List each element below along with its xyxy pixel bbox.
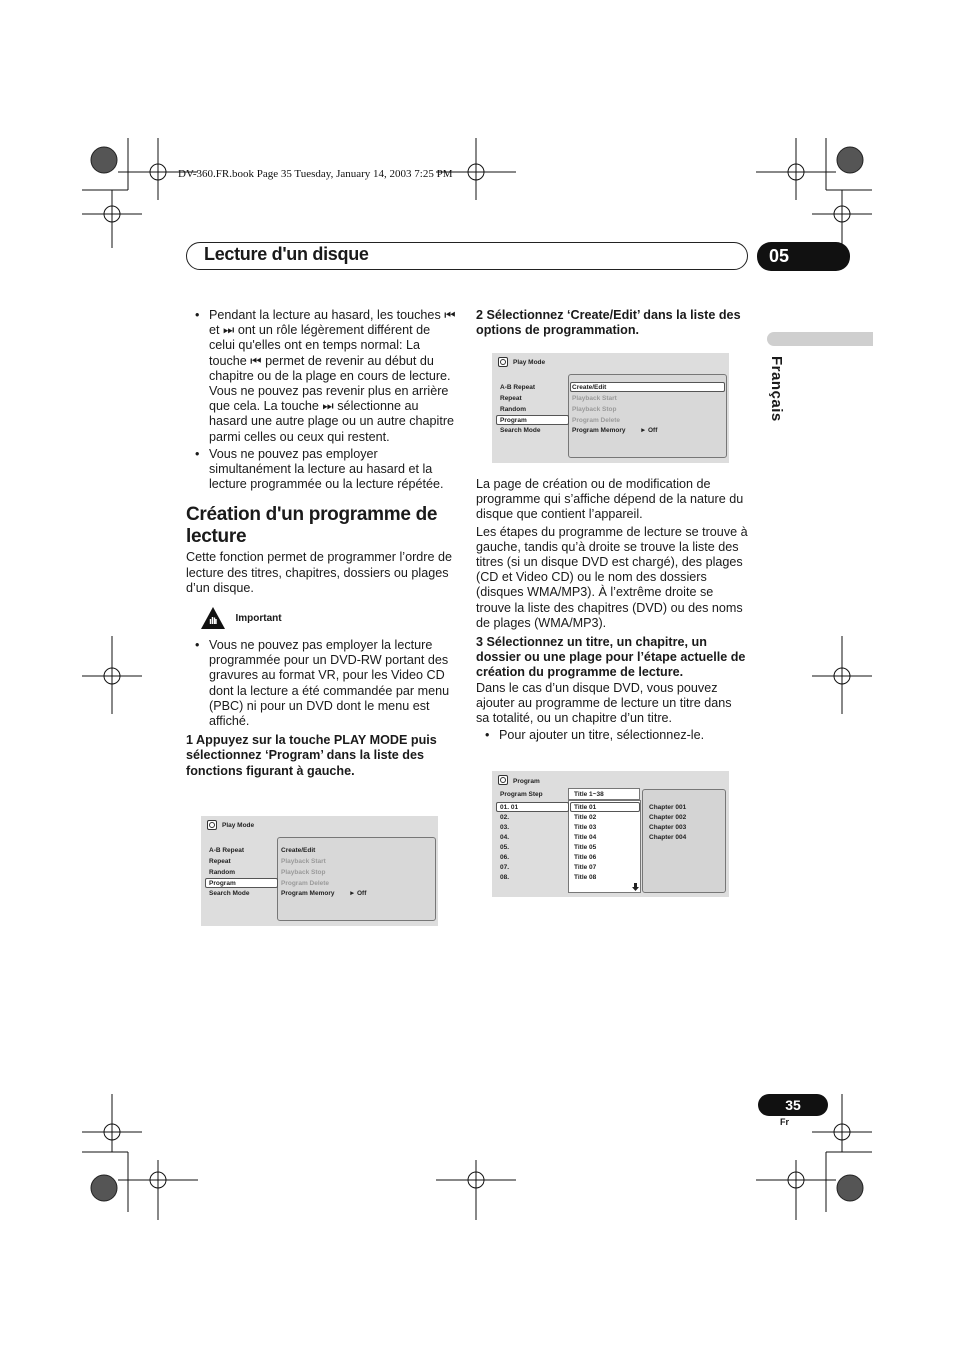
page-number: 35 xyxy=(758,1094,828,1116)
menu-item: Search Mode xyxy=(500,427,541,434)
option-item-selected: Create/Edit xyxy=(572,384,607,391)
play-arrow-icon: ► xyxy=(640,427,647,434)
title-item: Title 06 xyxy=(574,854,597,861)
menu-item: Search Mode xyxy=(209,890,250,897)
paragraph: Les étapes du programme de lecture se trouve à gauche, tandis qu’à droite se trouve la liste des titres (si un disque DVD est chargé), des plages (CD et Video CD) ou le nom des dossiers (disques WMA/MP3). À l’extrême droite se trouve la liste des chapitres (DVD) ou des noms de plages (WMA/MP3). xyxy=(476,524,748,630)
list-item: • Pendant la lecture au hasard, les touches ⏮ et ⏭ ont un rôle légèrement différent de celui qu'elles ont en temps normal: La touche ⏮ permet de revenir au début du chapitre ou de la plage en cours de lecture. Vous ne pouvez pas revenir plus en arrière que cela. La touche ⏭ sélectionne au hasard une autre plage ou un autre chapitre parmi celles ou ceux qui restent. xyxy=(186,308,456,445)
screen-title: Play Mode xyxy=(513,359,546,366)
program-step: 08. xyxy=(500,874,510,881)
chapter-item: Chapter 001 xyxy=(649,804,687,811)
bullet-list-important xyxy=(186,638,456,729)
intro-paragraph: Cette fonction permet de programmer l’ordre de lecture des titres, chapitres, dossiers ou plages d’un disque. xyxy=(186,550,452,595)
disc-icon xyxy=(498,357,508,367)
step-2: 2 Sélectionnez ‘Create/Edit’ dans la liste des options de programmation. xyxy=(476,308,741,338)
menu-item: A-B Repeat xyxy=(209,847,245,854)
option-item: Playback Start xyxy=(572,395,617,402)
column-header: Program Step xyxy=(500,791,543,798)
title-item: Title 05 xyxy=(574,844,597,851)
paragraph: La page de création ou de modification de programme qui s’affiche dépend de la nature du disque que contient l’appareil. xyxy=(476,477,744,522)
option-item: Create/Edit xyxy=(281,847,316,854)
important-label: Important xyxy=(235,613,282,625)
section-title: Création d'un programme de lecture xyxy=(186,504,438,548)
step-3: 3 Sélectionnez un titre, un chapitre, un dossier ou une plage pour l’étape actuelle de création du programme de lecture. xyxy=(476,635,746,680)
play-arrow-icon: ► xyxy=(349,890,356,897)
list-item: • Vous ne pouvez pas employer la lecture programmée pour un DVD-RW portant des gravures au format VR, pour les Video CD dont la lecture a été commandée par menu (PBC) ni pour un DVD dont le menu est affiché. xyxy=(186,638,456,729)
bullet-list-random xyxy=(186,308,456,492)
program-step: 04. xyxy=(500,834,510,841)
title-item: Title 03 xyxy=(574,824,597,831)
scroll-down-arrow-icon xyxy=(632,883,639,891)
list-item: • Pour ajouter un titre, sélectionnez-le. xyxy=(476,728,748,743)
title-item: Title 08 xyxy=(574,874,597,881)
option-item: Program Memory xyxy=(572,427,626,434)
program-step: 07. xyxy=(500,864,510,871)
chapter-item: Chapter 003 xyxy=(649,824,687,831)
menu-item: Random xyxy=(209,869,235,876)
screen-title: Program xyxy=(513,778,540,785)
title-item: Title 02 xyxy=(574,814,597,821)
language-tab xyxy=(767,332,873,346)
language-label: Français xyxy=(768,356,785,422)
option-value: Off xyxy=(357,890,367,897)
screen-title: Play Mode xyxy=(222,822,255,829)
program-step: 06. xyxy=(500,854,510,861)
page-language: Fr xyxy=(780,1117,789,1127)
menu-item-selected: Program xyxy=(209,880,236,887)
chapter-badge: 05 xyxy=(757,242,850,271)
menu-item: Random xyxy=(500,406,526,413)
play-mode-screen-1 xyxy=(201,816,438,926)
program-step: 03. xyxy=(500,824,510,831)
left-column xyxy=(186,308,456,779)
title-item: Title 01 xyxy=(574,804,597,811)
warning-icon xyxy=(200,606,226,630)
option-item: Program Memory xyxy=(281,890,335,897)
important-note xyxy=(186,606,456,632)
menu-item: Repeat xyxy=(209,858,231,865)
list-item: • Vous ne pouvez pas employer simultanément la lecture au hasard et la lecture programmée ou la lecture répétée. xyxy=(186,447,456,493)
title-item: Title 07 xyxy=(574,864,597,871)
play-mode-screen-2 xyxy=(492,353,729,463)
menu-item: A-B Repeat xyxy=(500,384,536,391)
menu-item-selected: Program xyxy=(500,417,527,424)
option-item: Program Delete xyxy=(281,880,330,887)
disc-icon xyxy=(207,820,217,830)
chapter-item: Chapter 004 xyxy=(649,834,687,841)
bullet-list-add-title xyxy=(476,728,748,743)
program-step: 05. xyxy=(500,844,510,851)
option-item: Playback Start xyxy=(281,858,326,865)
option-value: Off xyxy=(648,427,658,434)
file-info: DV-360.FR.book Page 35 Tuesday, January 14, 2003 7:25 PM xyxy=(178,168,453,180)
title-item: Title 04 xyxy=(574,834,597,841)
option-item: Playback Stop xyxy=(572,406,617,413)
option-item: Playback Stop xyxy=(281,869,326,876)
right-column-text xyxy=(476,477,748,743)
page-title: Lecture d'un disque xyxy=(204,244,369,264)
paragraph: Dans le cas d’un disque DVD, vous pouvez ajouter au programme de lecture un titre dans sa totalité, ou un chapitre d’un titre. xyxy=(476,680,732,726)
column-header: Title 1~38 xyxy=(574,791,604,798)
option-item: Program Delete xyxy=(572,417,621,424)
program-screen xyxy=(492,771,729,897)
program-step: 02. xyxy=(500,814,510,821)
program-step: 01. 01 xyxy=(500,804,519,811)
disc-icon xyxy=(498,775,508,785)
chapter-item: Chapter 002 xyxy=(649,814,687,821)
menu-item: Repeat xyxy=(500,395,522,402)
step-1: 1 Appuyez sur la touche PLAY MODE puis sélectionnez ‘Program’ dans la liste des fonctions figurant à gauche. xyxy=(186,733,437,778)
